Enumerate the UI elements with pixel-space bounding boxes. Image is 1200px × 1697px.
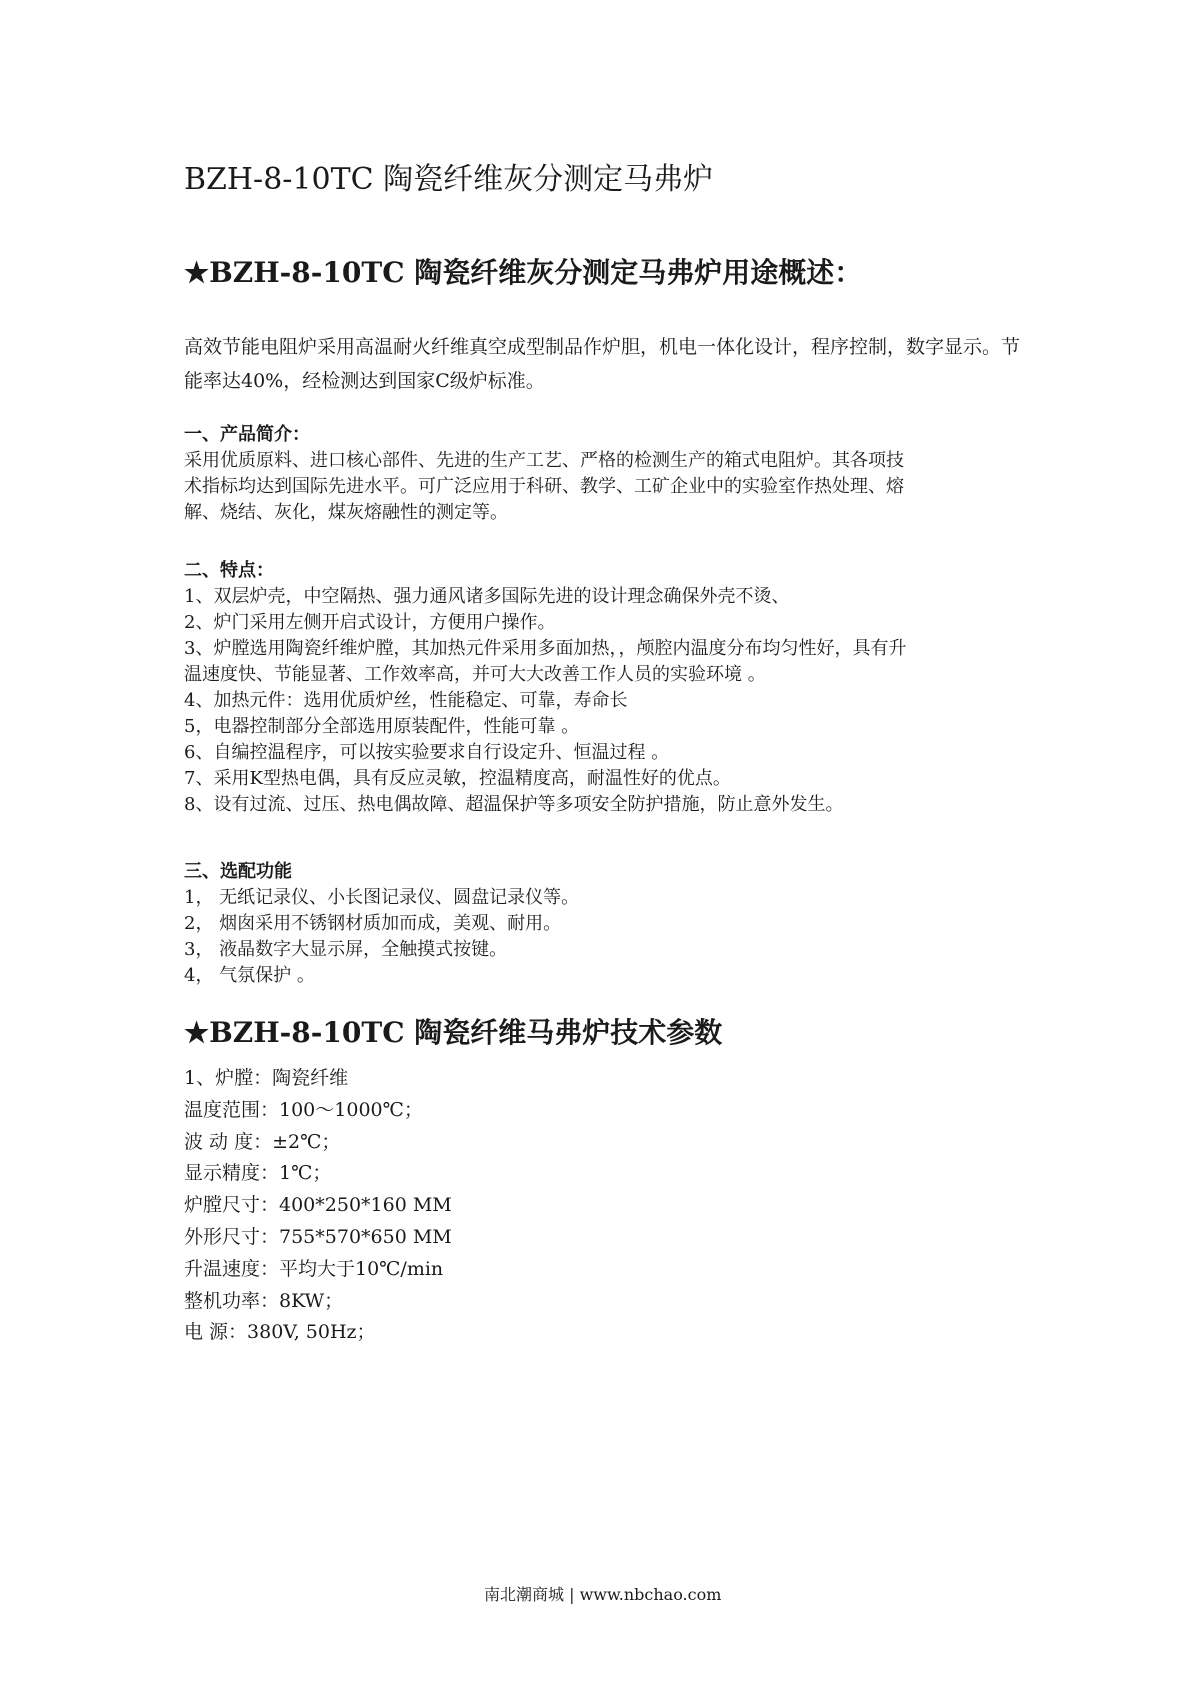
specs-heading: ★BZH-8-10TC 陶瓷纤维马弗炉技术参数 [184,1016,723,1049]
spec-line: 整机功率：8KW； [184,1289,344,1312]
feature-line: 6、自编控温程序，可以按实验要求自行设定升、恒温过程 。 [184,742,670,763]
feature-line: 1、双层炉壳，中空隔热、强力通风诸多国际先进的设计理念确保外壳不烫、 [184,586,790,607]
feature-line: 5，电器控制部分全部选用原装配件，性能可靠 。 [184,716,580,737]
option-line: 3， 液晶数字大显示屏，全触摸式按键。 [184,939,508,960]
spec-line: 电 源：380V, 50Hz； [184,1321,376,1344]
section-line: 采用优质原料、进口核心部件、先进的生产工艺、严格的检测生产的箱式电阻炉。其各项技 [184,450,904,471]
section-title: 二、特点： [184,560,274,581]
document-title: BZH-8-10TC 陶瓷纤维灰分测定马弗炉 [184,162,714,197]
spec-line: 炉膛尺寸：400*250*160 MM [184,1194,452,1217]
feature-line: 2、炉门采用左侧开启式设计，方便用户操作。 [184,612,556,633]
intro-paragraph: 高效节能电阻炉采用高温耐火纤维真空成型制品作炉胆，机电一体化设计，程序控制，数字显示。节能率达40%，经检测达到国家C级炉标准。 [184,336,1021,392]
feature-line: 温速度快、节能显著、工作效率高，并可大大改善工作人员的实验环境 。 [184,664,766,685]
spec-line: 波 动 度：±2℃； [184,1130,341,1153]
spec-line: 外形尺寸：755*570*650 MM [184,1225,452,1248]
option-line: 1， 无纸记录仪、小长图记录仪、圆盘记录仪等。 [184,887,580,908]
section-product-intro [184,422,1034,526]
spec-line: 1、炉膛：陶瓷纤维 [184,1067,349,1089]
feature-line: 3、炉膛选用陶瓷纤维炉膛，其加热元件采用多面加热，，颅腔内温度分布均匀性好，具有升 [184,638,907,659]
spec-line: 显示精度：1℃； [184,1162,332,1185]
section-title: 三、选配功能 [184,861,292,882]
section-line: 解、烧结、灰化，煤灰熔融性的测定等。 [184,502,508,523]
spec-line: 温度范围：100～1000℃； [184,1098,423,1121]
overview-heading: ★BZH-8-10TC 陶瓷纤维灰分测定马弗炉用途概述： [184,256,863,289]
feature-line: 8、设有过流、过压、热电偶故障、超温保护等多项安全防护措施，防止意外发生。 [184,794,844,815]
section-features [184,558,1034,818]
section-title: 一、产品简介： [184,424,310,445]
feature-line: 4、加热元件：选用优质炉丝，性能稳定、可靠，寿命长 [184,690,628,711]
feature-line: 7、采用K型热电偶，具有反应灵敏，控温精度高，耐温性好的优点。 [184,768,731,789]
section-options [184,859,1034,989]
option-line: 4， 气氛保护 。 [184,965,315,986]
specs-list [184,1063,452,1349]
spec-line: 升温速度：平均大于10℃/min [184,1257,444,1280]
page-footer: 南北潮商城 | www.nbchao.com [484,1585,722,1604]
section-line: 术指标均达到国际先进水平。可广泛应用于科研、教学、工矿企业中的实验室作热处理、熔 [184,476,904,497]
option-line: 2， 烟囱采用不锈钢材质加而成，美观、耐用。 [184,913,562,934]
